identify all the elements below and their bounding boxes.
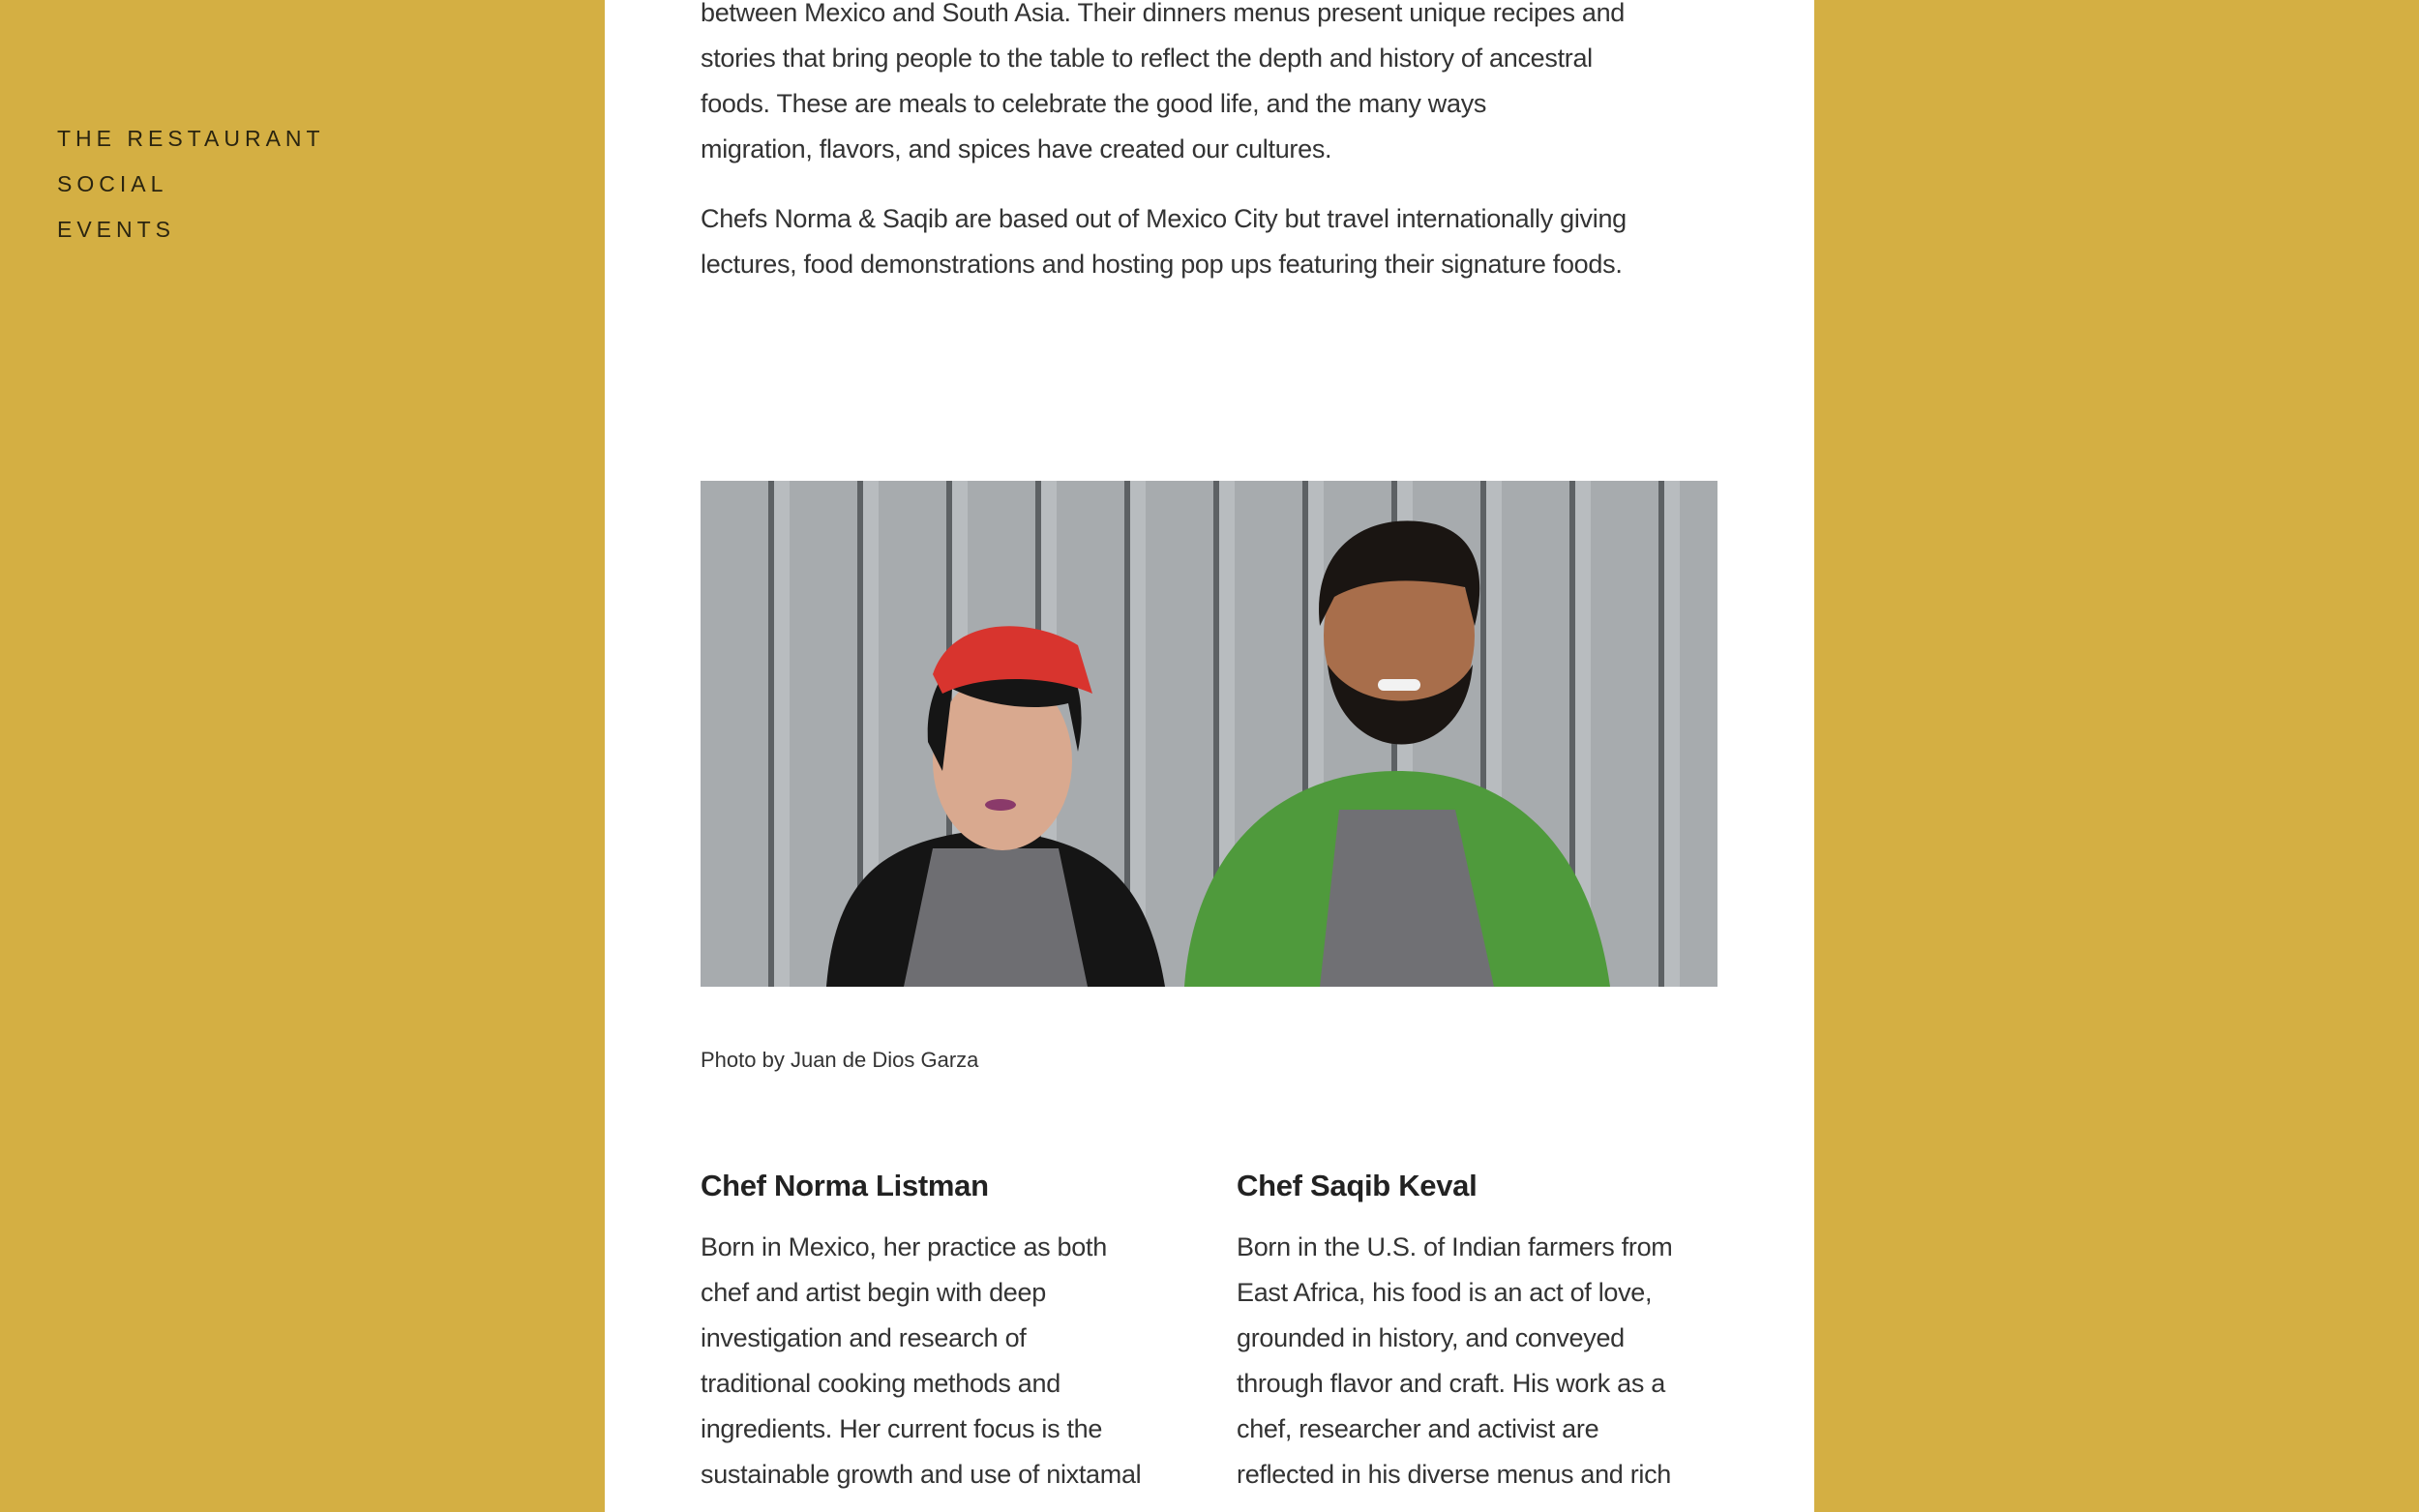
text-line: lectures, food demonstrations and hosting pop ups featuring their signature foods. bbox=[701, 250, 1623, 279]
text-line: between Mexico and South Asia. Their dinners menus present unique recipes and bbox=[701, 0, 1626, 27]
chefs-illustration bbox=[701, 481, 1717, 987]
text-line: through flavor and craft. His work as a bbox=[1237, 1369, 1666, 1398]
text-line: Chefs Norma & Saqib are based out of Mexico City but travel internationally giving bbox=[701, 204, 1627, 233]
intro-paragraph-1 bbox=[701, 0, 1717, 172]
text-line: migration, flavors, and spices have created our cultures. bbox=[701, 134, 1332, 163]
nav-social[interactable]: SOCIAL bbox=[57, 171, 168, 196]
chef-name: Chef Saqib Keval bbox=[1237, 1169, 1478, 1202]
text-line: Born in Mexico, her practice as both bbox=[701, 1232, 1107, 1261]
chefs-photo bbox=[701, 481, 1717, 987]
text-line: traditional cooking methods and bbox=[701, 1369, 1060, 1398]
text-line: stories that bring people to the table to reflect the depth and history of ancestral bbox=[701, 44, 1593, 73]
photo-caption: Photo by Juan de Dios Garza bbox=[701, 1048, 979, 1072]
text-line: sustainable growth and use of nixtamal bbox=[701, 1460, 1142, 1489]
text-line: grounded in history, and conveyed bbox=[1237, 1323, 1625, 1352]
text-line: East Africa, his food is an act of love, bbox=[1237, 1278, 1653, 1307]
site-nav bbox=[57, 116, 325, 252]
content-panel bbox=[605, 0, 1814, 1512]
intro-paragraph-2 bbox=[701, 196, 1717, 287]
chef-norma-section bbox=[701, 1161, 1204, 1497]
nav-events[interactable]: EVENTS bbox=[57, 217, 176, 242]
nav-the-restaurant[interactable]: THE RESTAURANT bbox=[57, 126, 325, 151]
text-line: Born in the U.S. of Indian farmers from bbox=[1237, 1232, 1673, 1261]
text-line: foods. These are meals to celebrate the good life, and the many ways bbox=[701, 89, 1487, 118]
text-line: reflected in his diverse menus and rich bbox=[1237, 1460, 1672, 1489]
text-line: ingredients. Her current focus is the bbox=[701, 1414, 1103, 1443]
text-line: chef, researcher and activist are bbox=[1237, 1414, 1599, 1443]
chef-name: Chef Norma Listman bbox=[701, 1169, 989, 1202]
text-line: investigation and research of bbox=[701, 1323, 1027, 1352]
chef-saqib-section bbox=[1237, 1161, 1740, 1497]
text-line: chef and artist begin with deep bbox=[701, 1278, 1046, 1307]
